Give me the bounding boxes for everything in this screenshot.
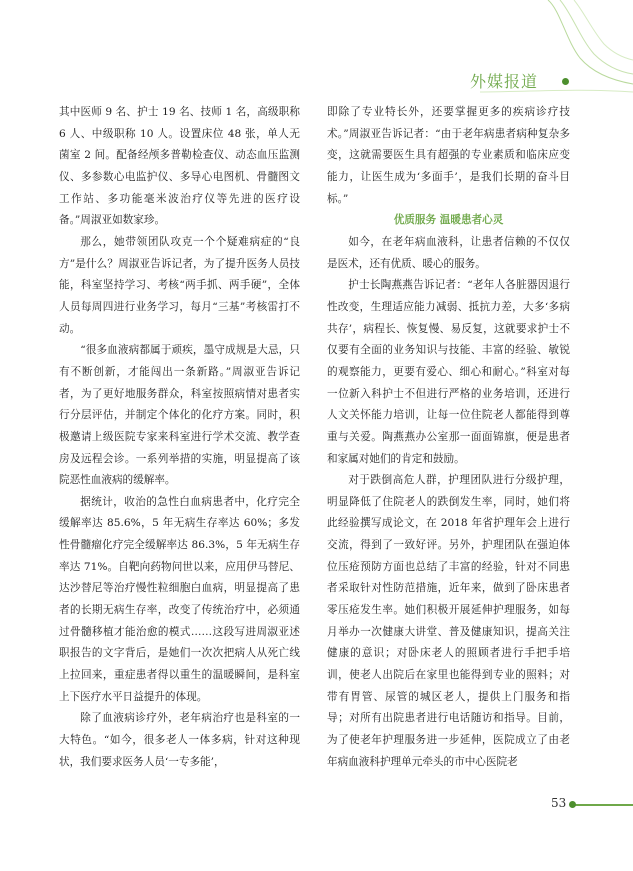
section-label-dot (562, 78, 569, 85)
paragraph: 护士长陶燕燕告诉记者：“老年人各脏器因退行性改变，生理适应能力减弱、抵抗力差，大多‘多病共存’，病程长、恢复慢、易反复，这就要求护士不仅要有全面的业务知识与技能、丰富的经验、敏锐的观察能力，更要有爱心、细心和耐心。”科室对每一位新入科护士不但进行严格的业务培训，还进行人文关怀能力培训，让每一位住院老人都能得到尊重与关爱。陶燕燕办公室那一面面锦旗，便是患者和家属对她们的肯定和鼓励。 (327, 279, 570, 465)
page-number-dot (569, 801, 576, 808)
left-column (59, 102, 300, 773)
paragraph: 其中医师 9 名、护士 19 名、技师 1 名，高级职称 6 人、中级职称 10 人。设置床位 48 张，单人无菌室 2 间。配备经颅多普勒检查仪、动态血压监测仪、多参数心电监护仪、多导心电图机、骨髓图文工作站、多功能毫米波治疗仪等先进的医疗设备。”周淑亚如数家珍。 (59, 106, 300, 227)
section-subheading: 优质服务 温暖患者心灵 (393, 214, 504, 227)
paragraph: 据统计，收治的急性白血病患者中，化疗完全缓解率达 85.6%，5 年无病生存率达 60%；多发性骨髓瘤化疗完全缓解率达 86.3%，5 年无病生存率达 71%。自靶向药物问世以来，应用伊马替尼、达沙替尼等治疗慢性粒细胞白血病，明显提高了患者的长期无病生存率，改变了传统治疗中，必须通过骨髓移植才能治愈的模式……这段写进周淑亚述职报告的文字背后，是她们一次次把病人从死亡线上拉回来，重症患者得以重生的温暖瞬间，是科室上下医疗水平日益提升的体现。 (59, 495, 300, 703)
paragraph: 对于跌倒高危人群，护理团队进行分级护理，明显降低了住院老人的跌倒发生率，同时，她们将此经验撰写成论文，在 2018 年省护理年会上进行交流，得到了一致好评。另外，护理团队在强迫体位压疮预防方面也总结了丰富的经验，针对不同患者采取针对性防范措施，近年来，做到了卧床患者零压疮发生率。她们积极开展延伸护理服务，如每月举办一次健康大讲堂、普及健康知识，提高关注健康的意识；对卧床老人的照顾者进行手把手培训，使老人出院后在家里也能得到专业的照料；对带有胃管、尿管的城区老人，提供上门服务和指导；对所有出院患者进行电话随访和指导。目前，为了使老年护理服务进一步延伸，医院成立了由老年病血液科护理单元牵头的市中心医院老 (327, 474, 570, 768)
paragraph: 除了血液病诊疗外，老年病治疗也是科室的一大特色。“如今，很多老人一体多病，针对这种现状，我们要求医务人员‘一专多能’， (59, 712, 300, 768)
paragraph: 如今，在老年病血液科，让患者信赖的不仅仅是医术，还有优质、暖心的服务。 (327, 235, 570, 270)
page-number-rule (572, 804, 633, 806)
decorative-header-curves (0, 0, 633, 100)
section-label: 外媒报道 (470, 72, 539, 91)
right-column (327, 102, 570, 773)
paragraph: 那么，她带领团队攻克一个个疑难病症的“良方”是什么？周淑亚告诉记者，为了提升医务人员技能，科室坚持学习、考核“两手抓、两手硬”，全体人员每周四进行业务学习，每月“三基”考核雷打不动。 (59, 235, 300, 335)
paragraph: “很多血液病都属于顽疾，墨守成规是大忌，只有不断创新，才能闯出一条新路。”周淑亚告诉记者，为了更好地服务群众，科室按照病情对患者实行分层评估，并制定个体化的化疗方案。同时，积极邀请上级医院专家来科室进行学术交流、教学查房及远程会诊。一系列举措的实施，明显提高了该院恶性血液病的缓解率。 (59, 344, 300, 487)
paragraph: 即除了专业特长外，还要掌握更多的疾病诊疗技术。”周淑亚告诉记者：“由于老年病患者病种复杂多变，这就需要医生具有超强的专业素质和临床应变能力，让医生成为‘多面手’，是我们长期的奋斗目标。” (327, 106, 570, 205)
page-number: 53 (551, 796, 567, 810)
